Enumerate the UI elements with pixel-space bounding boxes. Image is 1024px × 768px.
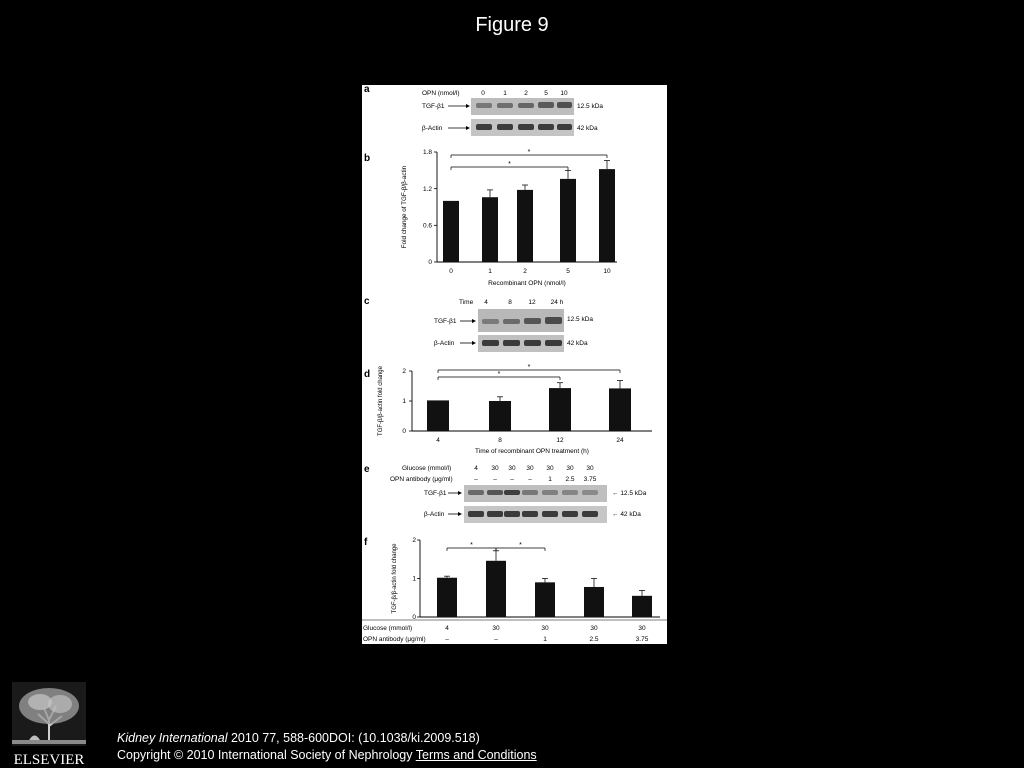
blot-c-header-label: Time [459,299,474,306]
blot-band [468,511,484,517]
chart-f [362,537,667,643]
blot-band [557,124,572,130]
antibody-value: 3.75 [635,636,649,643]
y-tick-label: 1 [412,575,416,583]
blot-e-antibody-value: 2.5 [565,476,575,483]
blot-e-header2-label: OPN antibody (μg/ml) [390,476,453,483]
bar [489,401,511,431]
blot-band [497,124,513,130]
y-tick-label: 2 [412,537,416,545]
blot-a-lane-label: 0 [481,90,485,97]
glucose-value: 4 [445,625,449,632]
blot-band [545,340,562,346]
panel-label-a: a [364,85,370,95]
citation [117,731,480,745]
blot-a-lane-label: 5 [544,90,548,97]
y-axis-label: TGF-β/β-actin fold change [392,543,398,614]
blot-e-glucose-value: 30 [546,465,554,472]
blot-band [497,103,513,108]
glucose-value: 30 [492,625,500,632]
antibody-value: – [445,636,449,643]
blot-e-glucose-value: 30 [586,465,594,472]
blot-e-row2-label: β-Actin [424,511,445,518]
y-axis-label: Fold change of TGF-β/β-actin [401,165,408,249]
blot-band [518,124,534,130]
glucose-row-label: Glucose (mmol/l) [363,625,413,632]
panel-label-b: b [364,153,371,164]
blot-band [518,103,534,108]
glucose-value: 30 [541,625,549,632]
blot-e-row2-size: ← 42 kDa [612,511,641,518]
blot-band [503,340,520,346]
bar [486,561,506,617]
bar [535,582,555,617]
blot-band [468,490,484,495]
y-tick-label: 0 [412,614,416,622]
x-tick-label: 8 [498,437,502,444]
blot-e-glucose-value: 30 [526,465,534,472]
blot-e-glucose-value: 30 [566,465,574,472]
y-tick-label: 1.8 [422,149,432,157]
panel-label-f: f [364,537,368,548]
y-tick-label: 2 [402,368,406,376]
blot-arrow-head [472,341,476,345]
significance-star: * [497,371,501,378]
blot-e-antibody-value: 3.75 [583,476,597,483]
bar [609,388,631,431]
figure-panel [362,85,667,644]
significance-star: * [519,542,522,549]
blot-a-row2-label: β-Actin [422,125,443,132]
panel-label-d: d [364,369,371,380]
x-tick-label: 0 [449,268,453,275]
blot-c-row1-label: TGF-β1 [434,318,457,325]
blot-band [538,124,554,130]
slide-title: Figure 9 [475,14,549,36]
blot-band [562,511,578,517]
blot-arrow-head [472,319,476,323]
antibody-row-label: OPN antibody (μg/ml) [363,636,426,643]
logo-wordmark: ELSEVIER [13,752,85,768]
copyright-text: Copyright © 2010 International Society of Nephrology [117,748,413,762]
blot-e-antibody-value: – [493,476,497,483]
chart-d [378,364,652,455]
copyright-line [117,748,537,762]
blot-e-row1-size: ← 12.5 kDa [612,490,647,497]
y-tick-label: 1 [402,398,406,406]
significance-star: * [527,364,531,371]
blot-band [545,317,562,324]
blot-arrow-head [458,491,462,495]
blot-c [364,296,593,352]
blot-band [476,124,492,130]
blot-band [476,103,492,108]
blot-e-glucose-value: 4 [474,465,478,472]
blot-band [487,511,503,517]
blot-band [524,340,541,346]
blot-a-lane-label: 2 [524,90,528,97]
blot-band [482,340,499,346]
x-axis-label: Recombinant OPN (nmol/l) [488,280,566,287]
blot-e-lane-headers [474,465,597,483]
blot-arrow-head [466,126,470,130]
blot-c-row2-label: β-Actin [434,340,455,347]
blot-band [504,490,520,495]
blot-a-header-label: OPN (nmol/l) [422,90,460,97]
journal-name: Kidney International [117,731,228,745]
blot-e-antibody-value: – [510,476,514,483]
blot-c-lane-label: 4 [484,299,488,306]
y-axis-label: TGF-β/β-actin fold change [378,366,384,436]
x-tick-label: 1 [488,268,492,275]
y-tick-label: 0 [428,259,432,267]
blot-band [487,490,503,495]
x-axis-label: Time of recombinant OPN treatment (h) [475,448,589,455]
blot-a [364,85,603,136]
bar [632,596,652,617]
blot-a-lane-label: 10 [560,90,568,97]
blot-band [522,511,538,517]
glucose-value: 30 [638,625,646,632]
citation-details: 2010 77, 588-600DOI: (10.1038/ki.2009.518) [230,731,480,745]
blot-e [364,464,647,523]
figure-svg [362,85,667,644]
glucose-value: 30 [590,625,598,632]
x-tick-label: 10 [603,268,611,275]
bar [437,578,457,617]
significance-star: * [527,149,531,156]
bar [517,190,533,262]
bar [482,197,498,262]
blot-band [542,490,558,495]
blot-e-header1-label: Glucose (mmol/l) [402,465,452,472]
x-tick-label: 24 [616,437,624,444]
y-tick-label: 1.2 [422,185,432,193]
blot-c-lane-label: 12 [528,299,536,306]
blot-arrow-head [458,512,462,516]
x-tick-label: 4 [436,437,440,444]
logo-ground [12,740,86,744]
significance-star: * [470,542,473,549]
y-tick-label: 0.6 [422,222,432,230]
antibody-value: 1 [543,636,547,643]
blot-c-row1-size: 12.5 kDa [567,316,594,323]
blot-e-glucose-value: 30 [508,465,516,472]
blot-a-row2-size: 42 kDa [577,125,598,132]
terms-link[interactable]: Terms and Conditions [415,748,537,762]
blot-e-row1-label: TGF-β1 [424,490,447,497]
blot-e-antibody-value: – [528,476,532,483]
blot-c-row2-size: 42 kDa [567,340,588,347]
blot-band [504,511,520,517]
bar [549,388,571,431]
logo-tree-leaves [48,695,72,713]
bar [560,179,576,262]
elsevier-logo [10,680,88,768]
blot-c-lane-label: 8 [508,299,512,306]
blot-band [503,319,520,324]
bar [443,201,459,262]
blot-e-antibody-value: – [474,476,478,483]
blot-c-lane-label: 24 h [550,299,564,306]
bar [599,169,615,262]
x-tick-label: 2 [523,268,527,275]
blot-e-antibody-value: 1 [548,476,552,483]
panel-label-c: c [364,296,370,307]
blot-band [582,511,598,517]
blot-band [557,102,572,108]
blot-arrow-head [466,104,470,108]
y-tick-label: 0 [402,428,406,436]
antibody-value: 2.5 [589,636,599,643]
blot-band [538,102,554,108]
panel-label-e: e [364,464,370,475]
bar [584,587,604,617]
blot-a-row1-label: TGF-β1 [422,103,445,110]
blot-band [522,490,538,495]
blot-a-lane-label: 1 [503,90,507,97]
blot-band [542,511,558,517]
x-tick-label: 12 [556,437,564,444]
blot-e-glucose-value: 30 [491,465,499,472]
x-tick-label: 5 [566,268,570,275]
blot-band [562,490,578,495]
antibody-value: – [494,636,498,643]
blot-band [582,490,598,495]
blot-a-row1-size: 12.5 kDa [577,103,604,110]
bar [427,400,449,431]
blot-band [482,319,499,324]
significance-star: * [508,161,511,168]
chart-b [401,149,617,287]
blot-band [524,318,541,324]
